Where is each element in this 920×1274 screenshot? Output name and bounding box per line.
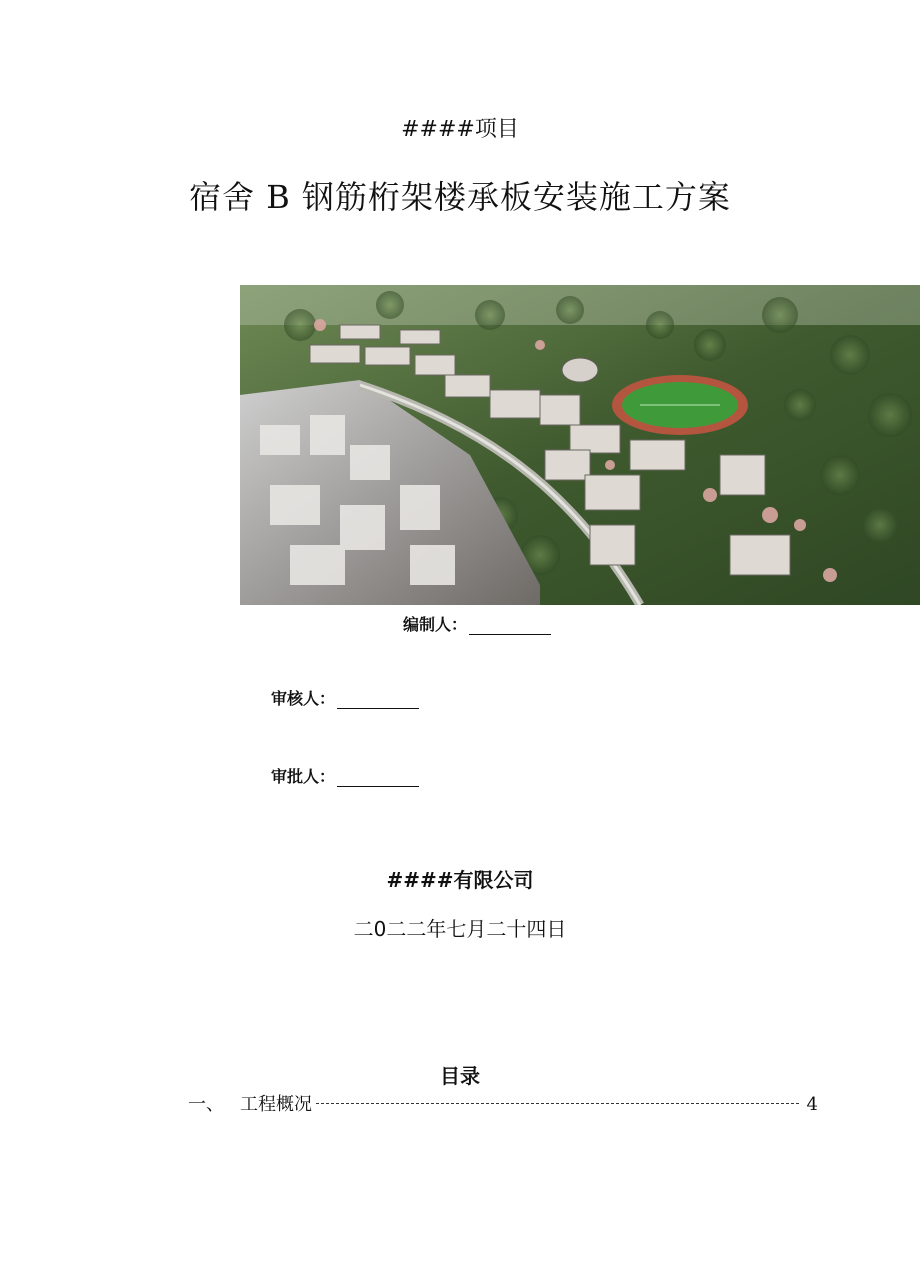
campus-rendering-illustration xyxy=(240,285,920,605)
reviewer-blank-line xyxy=(337,690,419,709)
company-name: ####有限公司 xyxy=(386,868,534,892)
toc-item[interactable] xyxy=(188,1090,818,1116)
signature-reviewer xyxy=(271,686,419,709)
approver-label: 审批人： xyxy=(271,767,336,786)
toc-title: 目录 xyxy=(440,1064,480,1088)
toc-leader-line xyxy=(316,1102,799,1104)
document-title: 宿舍 B 钢筋桁架楼承板安装施工方案 xyxy=(189,178,731,216)
signature-approver xyxy=(271,764,419,787)
campus-aerial-rendering xyxy=(240,285,920,605)
reviewer-label: 审核人： xyxy=(271,689,336,708)
signature-editor xyxy=(403,612,551,635)
editor-label: 编制人： xyxy=(403,615,468,634)
toc-item-page: 4 xyxy=(806,1094,818,1115)
project-name: ####项目 xyxy=(401,117,519,142)
document-date: 二0二二年七月二十四日 xyxy=(353,917,567,941)
toc-item-text: 工程概况 xyxy=(240,1094,312,1115)
editor-blank-line xyxy=(469,616,551,635)
approver-blank-line xyxy=(337,768,419,787)
toc-item-number: 一、 xyxy=(188,1094,224,1115)
